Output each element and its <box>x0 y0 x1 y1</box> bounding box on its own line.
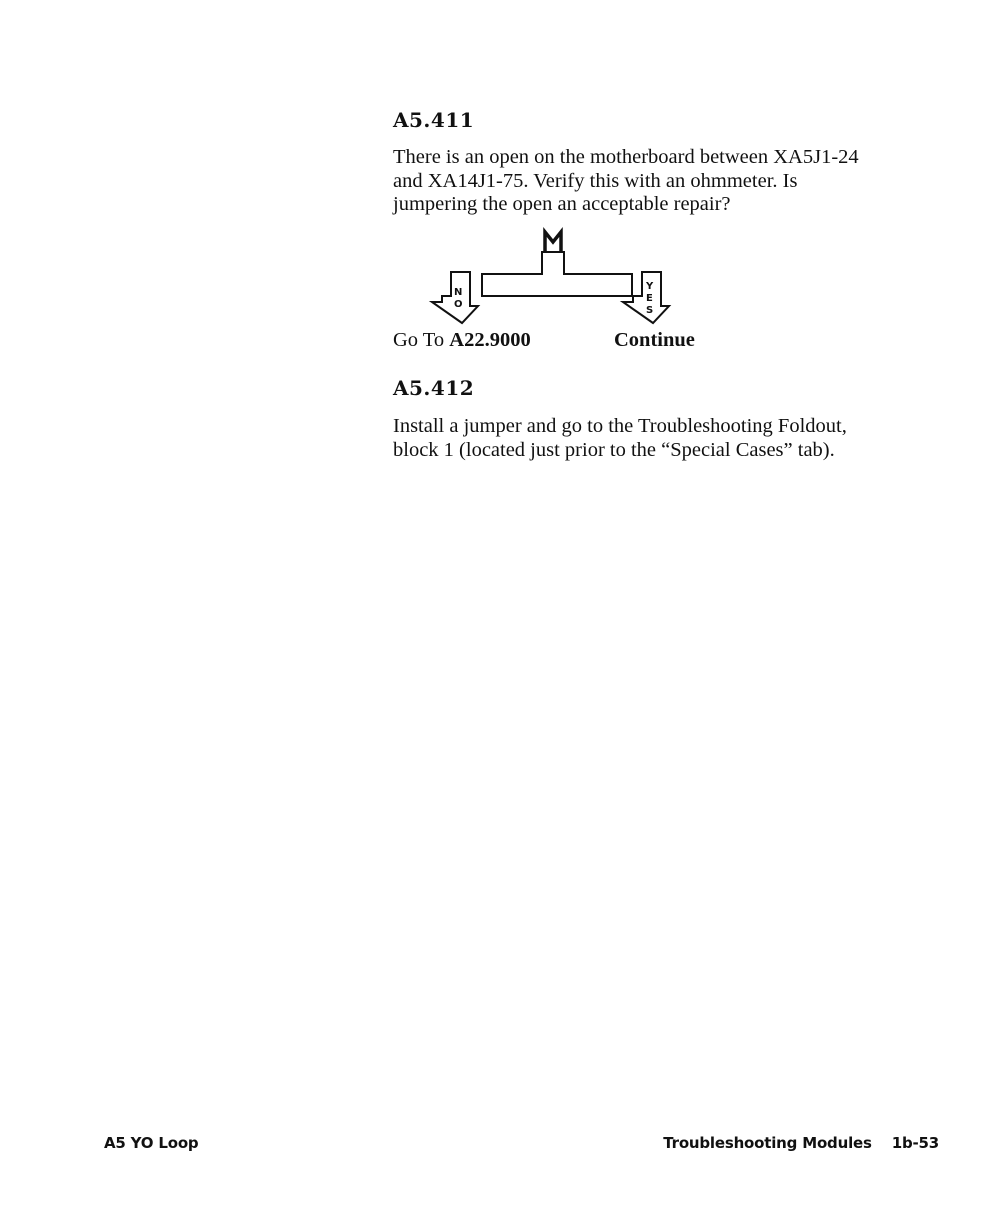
text-line: block 1 (located just prior to the “Special Cases” tab). <box>393 438 835 461</box>
no-branch-prefix: Go To <box>393 329 445 351</box>
text-line: jumpering the open an acceptable repair? <box>393 193 731 215</box>
no-arrow-letter: O <box>454 299 463 310</box>
no-arrow-letter: N <box>454 287 463 298</box>
no-branch-target: A22.9000 <box>449 329 531 351</box>
no-branch-label <box>393 329 531 352</box>
step-a5-411-text <box>393 146 953 217</box>
yes-arrow-letter: Y <box>646 281 654 292</box>
yes-no-decision-diagram <box>420 226 690 326</box>
yes-branch-label <box>614 329 695 352</box>
footer-page-info <box>663 1134 939 1152</box>
text-line: There is an open on the motherboard between XA5J1-24 <box>393 146 859 168</box>
m-entry-icon <box>545 232 561 252</box>
yes-arrow-letter: E <box>646 293 653 304</box>
step-a5-411-title: A5.411 <box>393 108 475 132</box>
text-line: and XA14J1-75. Verify this with an ohmmeter. Is <box>393 169 798 192</box>
footer-chapter-title: A5 YO Loop <box>104 1134 199 1152</box>
step-a5-412-title: A5.412 <box>393 376 475 400</box>
branch-bar <box>482 252 632 296</box>
yes-arrow-letter: S <box>646 305 654 316</box>
footer-section-title: Troubleshooting Modules <box>663 1134 872 1152</box>
page-number: 1b-53 <box>891 1134 939 1152</box>
step-a5-412-text <box>393 415 953 462</box>
text-line: Install a jumper and go to the Troubleshooting Foldout, <box>393 415 847 437</box>
yes-branch-action: Continue <box>614 329 695 351</box>
